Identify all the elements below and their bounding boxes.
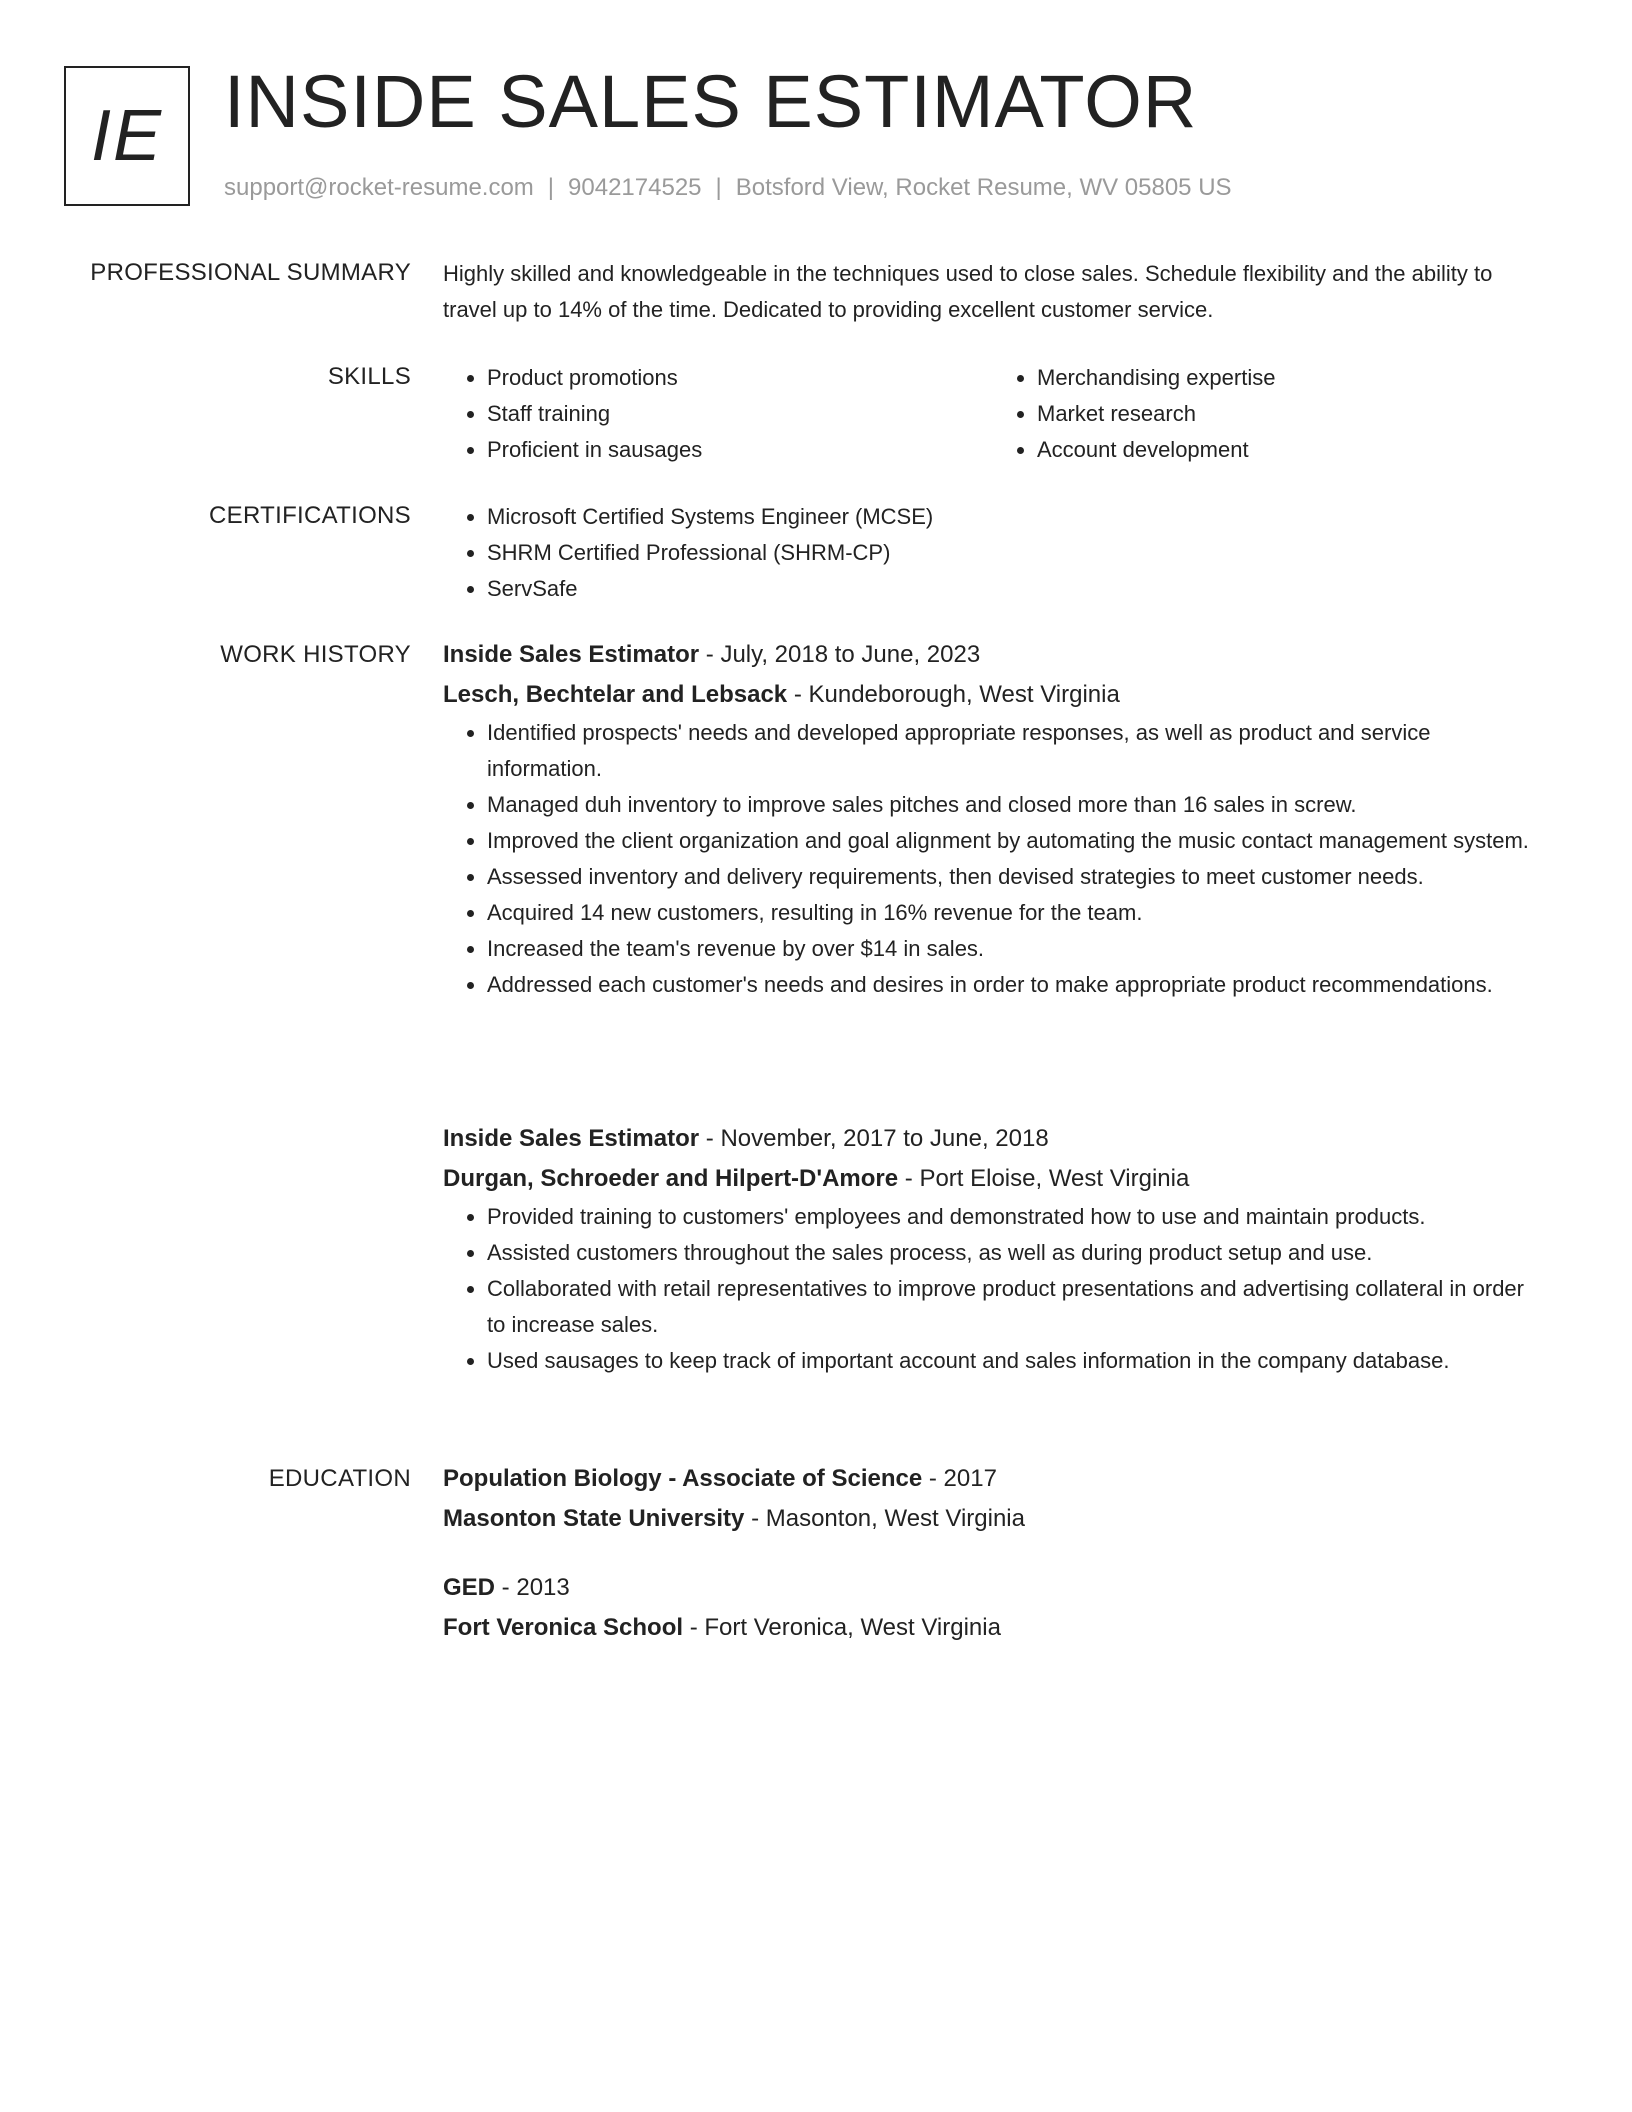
job-company: Durgan, Schroeder and Hilpert-D'Amore bbox=[443, 1165, 899, 1192]
job-bullet: • Addressed each customer's needs and desires in order to make appropriate product recommendations. bbox=[487, 967, 1543, 1003]
job-entry bbox=[443, 1119, 1543, 1379]
section-label-certifications: CERTIFICATIONS bbox=[209, 502, 411, 529]
skills-grid bbox=[443, 360, 1543, 468]
resume-title: INSIDE SALES ESTIMATOR bbox=[224, 60, 1198, 143]
education-location: - Fort Veronica, West Virginia bbox=[683, 1614, 1001, 1641]
skill-item: • Merchandising expertise bbox=[1037, 360, 1543, 396]
certification-item: • Microsoft Certified Systems Engineer (MCSE) bbox=[487, 499, 1543, 535]
job-bullet: • Collaborated with retail representatives to improve product presentations and advertising collateral in order to increase sales. bbox=[487, 1271, 1543, 1343]
job-bullet: • Assisted customers throughout the sales process, as well as during product setup and use. bbox=[487, 1235, 1543, 1271]
job-company-line bbox=[443, 675, 1543, 715]
education-degree-line bbox=[443, 1459, 1543, 1499]
job-company-line bbox=[443, 1159, 1543, 1199]
job-bullets bbox=[443, 1199, 1543, 1379]
job-bullet: • Assessed inventory and delivery requirements, then devised strategies to meet customer needs. bbox=[487, 859, 1543, 895]
job-dates: - November, 2017 to June, 2018 bbox=[699, 1125, 1049, 1152]
education-school-line bbox=[443, 1608, 1543, 1648]
education-entry bbox=[443, 1459, 1543, 1539]
contact-line bbox=[224, 172, 1232, 204]
job-location: - Kundeborough, West Virginia bbox=[787, 681, 1120, 708]
education-school: Masonton State University bbox=[443, 1505, 745, 1532]
skill-item: • Market research bbox=[1037, 396, 1543, 432]
contact-separator: | bbox=[715, 174, 722, 201]
job-bullet: • Improved the client organization and goal alignment by automating the music contact management system. bbox=[487, 823, 1543, 859]
skills-list-right bbox=[993, 360, 1543, 468]
skills-list-left bbox=[443, 360, 993, 468]
skill-item: • Proficient in sausages bbox=[487, 432, 993, 468]
education-degree: GED bbox=[443, 1574, 496, 1601]
section-label-summary: PROFESSIONAL SUMMARY bbox=[90, 259, 411, 286]
education-school: Fort Veronica School bbox=[443, 1614, 684, 1641]
job-entry bbox=[443, 635, 1543, 1003]
job-title-line bbox=[443, 635, 1543, 675]
section-label-education: EDUCATION bbox=[268, 1465, 411, 1492]
job-bullets bbox=[443, 715, 1543, 1003]
section-label-work: WORK HISTORY bbox=[220, 641, 411, 668]
job-bullet: • Used sausages to keep track of important account and sales information in the company database. bbox=[487, 1343, 1543, 1379]
job-title: Inside Sales Estimator bbox=[443, 641, 700, 668]
skill-item: • Account development bbox=[1037, 432, 1543, 468]
monogram-box bbox=[64, 66, 190, 206]
section-label-skills: SKILLS bbox=[327, 363, 411, 390]
certifications-list bbox=[443, 499, 1543, 607]
job-bullet: • Managed duh inventory to improve sales pitches and closed more than 16 sales in screw. bbox=[487, 787, 1543, 823]
education-entry bbox=[443, 1568, 1543, 1648]
contact-email[interactable]: support@rocket-resume.com bbox=[224, 174, 534, 201]
job-bullet: • Provided training to customers' employees and demonstrated how to use and maintain products. bbox=[487, 1199, 1543, 1235]
summary-text: Highly skilled and knowledgeable in the techniques used to close sales. Schedule flexibility and the ability to travel up to 14% of the time. Dedicated to providing excellent customer service. bbox=[443, 261, 1493, 322]
job-location: - Port Eloise, West Virginia bbox=[898, 1165, 1190, 1192]
education-location: - Masonton, West Virginia bbox=[744, 1505, 1025, 1532]
education-year: - 2017 bbox=[922, 1465, 997, 1492]
education-degree: Population Biology - Associate of Science bbox=[443, 1465, 923, 1492]
job-title-line bbox=[443, 1119, 1543, 1159]
certification-item: • SHRM Certified Professional (SHRM-CP) bbox=[487, 535, 1543, 571]
contact-address: Botsford View, Rocket Resume, WV 05805 US bbox=[735, 174, 1232, 201]
job-dates: - July, 2018 to June, 2023 bbox=[699, 641, 981, 668]
skill-item: • Product promotions bbox=[487, 360, 993, 396]
education-degree-line bbox=[443, 1568, 1543, 1608]
job-bullet: • Identified prospects' needs and developed appropriate responses, as well as product and service information. bbox=[487, 715, 1543, 787]
monogram-initials: IE bbox=[90, 96, 164, 176]
education-year: - 2013 bbox=[495, 1574, 570, 1601]
certifications-body bbox=[443, 499, 1543, 607]
job-bullet: • Acquired 14 new customers, resulting in 16% revenue for the team. bbox=[487, 895, 1543, 931]
contact-separator: | bbox=[547, 174, 555, 201]
education-school-line bbox=[443, 1499, 1543, 1539]
job-bullet: • Increased the team's revenue by over $14 in sales. bbox=[487, 931, 1543, 967]
skill-item: • Staff training bbox=[487, 396, 993, 432]
certification-item: • ServSafe bbox=[487, 571, 1543, 607]
contact-phone[interactable]: 9042174525 bbox=[568, 174, 702, 201]
job-company: Lesch, Bechtelar and Lebsack bbox=[443, 681, 788, 708]
job-title: Inside Sales Estimator bbox=[443, 1125, 700, 1152]
